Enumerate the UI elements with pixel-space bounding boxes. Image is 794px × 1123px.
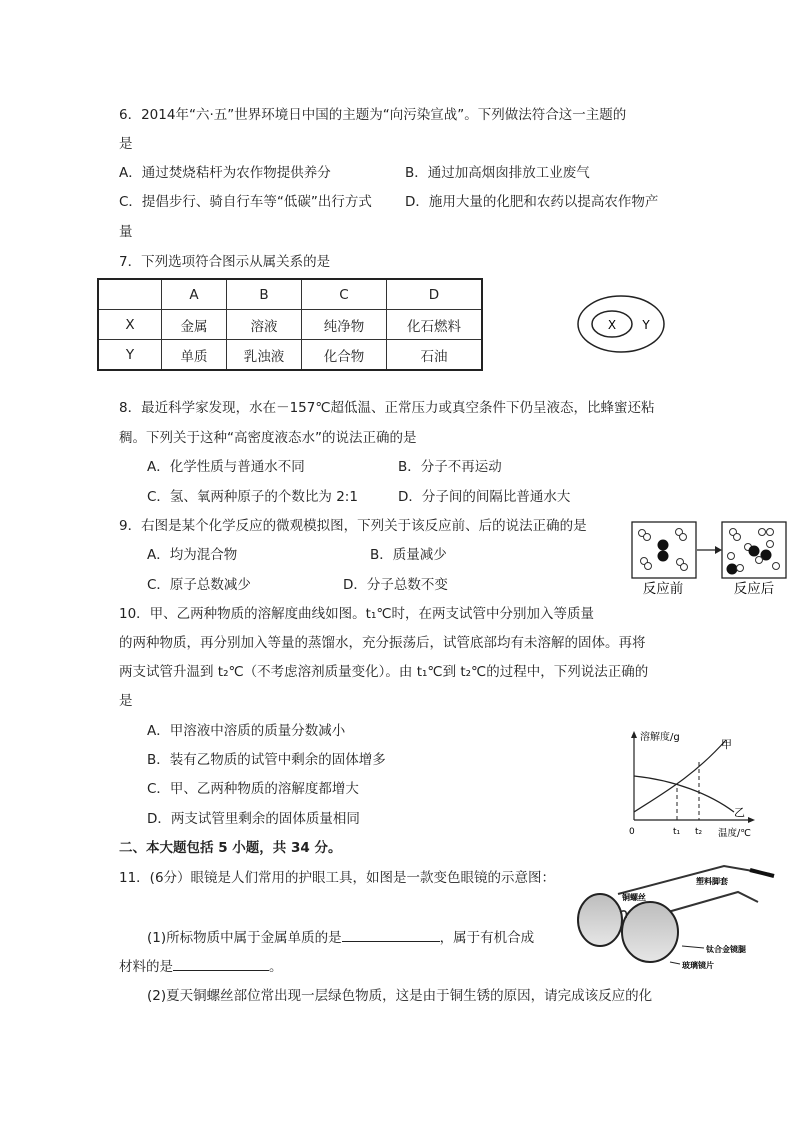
- q6-stem-cont: 是: [119, 136, 133, 152]
- venn-label-y: Y: [642, 318, 650, 332]
- q10-option-c: C．甲、乙两种物质的溶解度都增大: [147, 781, 359, 797]
- q8-stem: 8．最近科学家发现，水在－157℃超低温、正常压力或真空条件下仍呈液态，比蜂蜜还粘: [119, 400, 655, 416]
- q11-sub1-line: [147, 927, 534, 948]
- q9-option-c: C．原子总数减少: [147, 577, 251, 593]
- oxygen-atom: [658, 540, 669, 551]
- q9-option-d: D．分子总数不变: [343, 577, 448, 593]
- origin-label: 0: [629, 827, 635, 837]
- y-axis-label: 溶解度/g: [640, 732, 680, 743]
- venn-label-x: X: [607, 318, 617, 332]
- q7-stem: 7．下列选项符合图示从属关系的是: [119, 254, 331, 270]
- curve-jia-label: 甲: [721, 738, 732, 751]
- solubility-graph: [622, 728, 784, 840]
- q8-option-c: C．氢、氧两种原子的个数比为 2:1: [147, 489, 358, 505]
- table-header-row: [98, 279, 482, 310]
- q10-stem-2: 的两种物质，再分别加入等量的蒸馏水，充分振荡后，试管底部均有未溶解的固体。再将: [119, 635, 646, 651]
- table-header-cell: B: [227, 279, 302, 310]
- section-2-heading: 二、本大题包括 5 小题，共 34 分。: [119, 840, 342, 856]
- q9-option-b: B．质量减少: [370, 547, 447, 563]
- q6-stem: 6．2014年“六·五”世界环境日中国的主题为“向污染宣战”。下列做法符合这一主题的: [119, 107, 627, 123]
- q6-option-c: C．提倡步行、骑自行车等“低碳”出行方式: [119, 194, 372, 210]
- table-cell: 纯净物: [302, 310, 387, 340]
- q8-option-a: A．化学性质与普通水不同: [147, 459, 305, 475]
- table-cell: 化石燃料: [387, 310, 483, 340]
- label-copper-screw: 铜螺丝: [622, 893, 646, 902]
- q10-option-b: B．装有乙物质的试管中剩余的固体增多: [147, 752, 386, 768]
- table-cell: 溶液: [227, 310, 302, 340]
- curve-yi: [634, 776, 734, 812]
- table-cell: X: [98, 310, 162, 340]
- q6-option-d-cont: 量: [119, 224, 133, 240]
- table-header-cell: [98, 279, 162, 310]
- q11-stem: 11．(6分）眼镜是人们常用的护眼工具，如图是一款变色眼镜的示意图：: [119, 870, 556, 886]
- q10-option-a: A．甲溶液中溶质的质量分数减小: [147, 723, 346, 739]
- q10-stem-3: 两支试管升温到 t₂℃（不考虑溶剂质量变化）。由 t₁℃到 t₂℃的过程中，下列说法正确的: [119, 664, 649, 680]
- x-axis-label: 温度/℃: [718, 828, 751, 839]
- q8-stem-cont: 稠。下列关于这种“高密度液态水”的说法正确的是: [119, 430, 417, 446]
- answer-blank-metal[interactable]: [342, 927, 440, 942]
- q9-stem: 9．右图是某个化学反应的微观模拟图，下列关于该反应前、后的说法正确的是: [119, 518, 587, 534]
- table-header-cell: D: [387, 279, 483, 310]
- q10-stem: 10．甲、乙两种物质的溶解度曲线如图。t₁℃时，在两支试管中分别加入等质量: [119, 606, 595, 622]
- q11-sub1-cont: [119, 956, 283, 977]
- q11-sub2: (2)夏天铜螺丝部位常出现一层绿色物质，这是由于铜生锈的原因，请完成该反应的化: [147, 988, 653, 1004]
- q6-option-a: A．通过焚烧秸杆为农作物提供养分: [119, 165, 331, 181]
- table-cell: 石油: [387, 340, 483, 371]
- label-glass-lens: 玻璃镜片: [682, 961, 714, 970]
- q11-sub1-end: 。: [269, 959, 283, 975]
- q8-option-b: B．分子不再运动: [398, 459, 502, 475]
- xy-venn-diagram: [575, 293, 667, 355]
- water-oxygen-atom: [749, 546, 760, 557]
- oxygen-atom: [658, 551, 669, 562]
- curve-jia: [634, 740, 726, 812]
- t2-label: t₂: [695, 827, 703, 837]
- table-row: [98, 310, 482, 340]
- table-cell: 单质: [162, 340, 227, 371]
- t1-label: t₁: [673, 827, 681, 837]
- q11-sub1-text-3: 材料的是: [119, 959, 173, 975]
- q7-table: [97, 278, 483, 371]
- y-axis-arrow: [631, 731, 637, 738]
- table-cell: Y: [98, 340, 162, 371]
- label-titanium-leg: 钛合金镜腿: [706, 945, 746, 954]
- lens: [578, 894, 622, 946]
- q10-stem-4: 是: [119, 693, 133, 709]
- curve-yi-label: 乙: [734, 806, 745, 819]
- temple-arm: [618, 866, 770, 894]
- q6-option-b: B．通过加高烟囱排放工业废气: [405, 165, 590, 181]
- q10-option-d: D．两支试管里剩余的固体质量相同: [147, 811, 360, 827]
- water-oxygen-atom: [727, 564, 738, 575]
- arrow-head: [715, 546, 722, 554]
- q9-option-a: A．均为混合物: [147, 547, 238, 563]
- x-axis-arrow: [748, 817, 755, 823]
- outer-ellipse: [578, 296, 664, 352]
- label-after-reaction: 反应后: [733, 581, 775, 597]
- label-plastic-foot: 塑料脚套: [696, 877, 728, 886]
- table-header-cell: C: [302, 279, 387, 310]
- table-cell: 金属: [162, 310, 227, 340]
- reaction-diagram: [630, 520, 790, 600]
- table-cell: 乳浊液: [227, 340, 302, 371]
- q6-option-d: D．施用大量的化肥和农药以提高农作物产: [405, 194, 659, 210]
- table-header-cell: A: [162, 279, 227, 310]
- label-before-reaction: 反应前: [642, 581, 684, 597]
- table-row: [98, 340, 482, 371]
- table-cell: 化合物: [302, 340, 387, 371]
- glasses-illustration: [574, 858, 784, 970]
- q8-option-d: D．分子间的间隔比普通水大: [398, 489, 571, 505]
- answer-blank-organic[interactable]: [173, 956, 269, 971]
- q11-sub1-text: (1)所标物质中属于金属单质的是: [147, 930, 342, 946]
- lens: [622, 902, 678, 962]
- plastic-foot-cover: [750, 870, 774, 876]
- q11-sub1-text-2: ，属于有机合成: [439, 930, 535, 946]
